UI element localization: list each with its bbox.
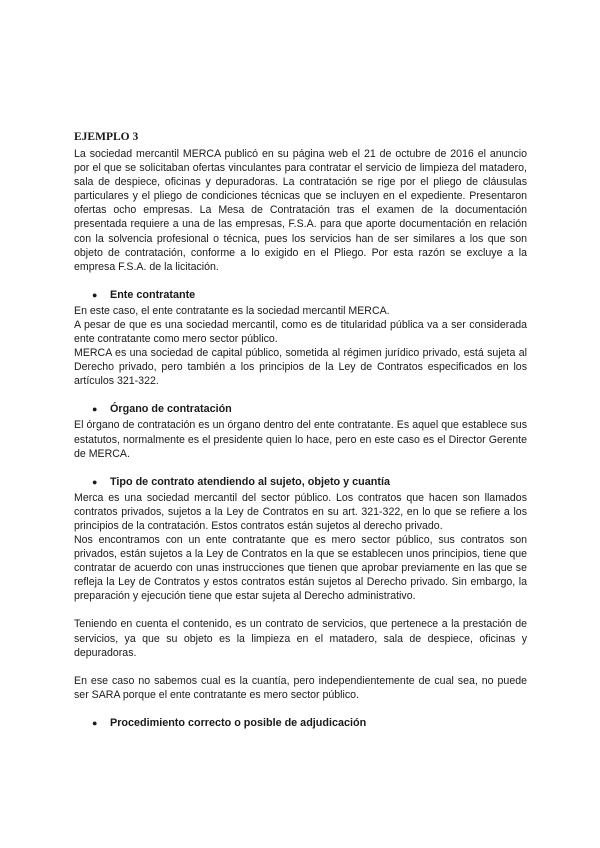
section-heading-tipo-contrato: ● Tipo de contrato atendiendo al sujeto, objeto y cuantía xyxy=(92,475,390,488)
paragraph: A pesar de que es una sociedad mercantil, como es de titularidad pública va a ser considerada ente contratante como mero sector público. xyxy=(74,318,527,346)
paragraph: MERCA es una sociedad de capital público, sometida al régimen jurídico privado, está sujeta al Derecho privado, pero también a los principios de la Ley de Contratos especificados en los artículos 321-322. xyxy=(74,347,527,388)
bullet-icon: ● xyxy=(92,717,98,728)
document-body xyxy=(74,130,527,732)
paragraph: Merca es una sociedad mercantil del sector público. Los contratos que hacen son llamados contratos privados, sujetos a la Ley de Contratos en su art. 321-322, en lo que se refiere a los principios de la contratación. Estos contratos están sujetos al derecho privado. xyxy=(74,491,527,532)
bullet-icon: ● xyxy=(92,289,98,300)
paragraph: En ese caso no sabemos cual es la cuantía, pero independientemente de cual sea, no puede ser SARA porque el ente contratante es mero sector público. xyxy=(74,674,527,701)
section-heading-procedimiento: ● Procedimiento correcto o posible de adjudicación xyxy=(92,716,367,729)
bullet-icon: ● xyxy=(92,404,98,415)
paragraph: En este caso, el ente contratante es la sociedad mercantil MERCA. xyxy=(74,304,390,317)
paragraph: El órgano de contratación es un órgano dentro del ente contratante. Es aquel que establece sus estatutos, normalmente es el presidente quien lo hace, pero en este caso es el Director Gerente de MERCA. xyxy=(74,419,527,460)
bullet-icon: ● xyxy=(92,476,98,487)
section-heading-organo-contratacion: ● Órgano de contratación xyxy=(92,403,232,416)
example-title: EJEMPLO 3 xyxy=(74,131,139,143)
section-heading-ente-contratante: ● Ente contratante xyxy=(92,288,196,301)
paragraph: Teniendo en cuenta el contenido, es un contrato de servicios, que pertenece a la prestación de servicios, ya que su objeto es la limpieza en el matadero, sala de despiece, oficinas y depuradoras. xyxy=(74,618,527,659)
paragraph: Nos encontramos con un ente contratante que es mero sector público, sus contratos son privados, están sujetos a la Ley de Contratos en la que se establecen unos principios, tiene que contratar de acuerdo con unas instrucciones que tienen que aprobar previamente en las que se refleja la Ley de Contratos y estos contratos están sujetos al Derecho privado. Sin embargo, la preparación y ejecución tiene que estar sujeta al Derecho administrativo. xyxy=(74,533,527,603)
intro-paragraph: La sociedad mercantil MERCA publicó en su página web el 21 de octubre de 2016 el anuncio por el que se solicitaban ofertas vinculantes para contratar el servicio de limpieza del matadero, sala de despiece, oficinas y depuradoras. La contratación se rige por el pliego de cláusulas particulares y el pliego de condiciones técnicas que se incluyen en el expediente. Presentaron ofertas ocho empresas. La Mesa de Contratación tras el examen de la documentación presentada requiere a una de las empresas, F.S.A. para que aporte documentación en relación con la solvencia profesional o técnica, pues los servicios han de ser similares a los que son objeto de contratación, conforme a lo exigido en el Pliego. Por esta razón se excluye a la empresa F.S.A. de la licitación. xyxy=(74,148,527,273)
